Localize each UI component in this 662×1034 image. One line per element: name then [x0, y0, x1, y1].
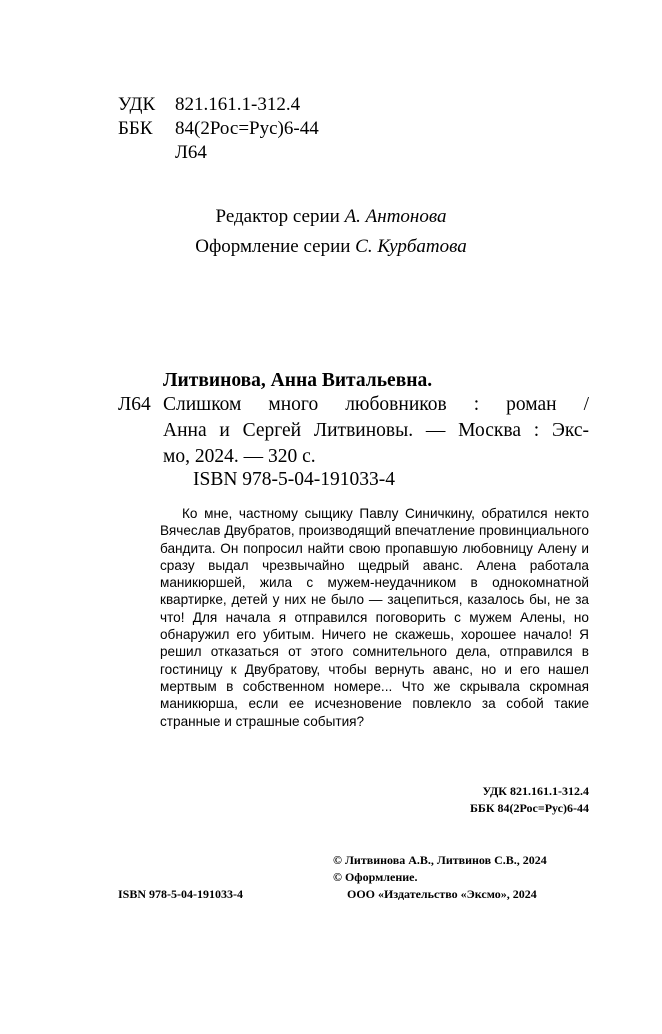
copyright-block: [333, 852, 547, 903]
copyright-publisher: ООО «Издательство «Эксмо», 2024: [347, 887, 537, 901]
series-editor: [0, 202, 662, 232]
copyright-design: © Оформление.: [333, 870, 418, 884]
classification-block: [118, 93, 319, 165]
footer-udk: УДК 821.161.1-312.4: [482, 784, 589, 798]
bbk-code: 84(2Рос=Рус)6-44: [175, 118, 319, 139]
series-editor-name: А. Антонова: [344, 206, 447, 227]
footer-codes: [470, 783, 589, 817]
bibliography-author-heading: Литвинова, Анна Витальевна.: [163, 370, 433, 391]
bibliography-line-1: Слишком много любовников : роман /: [163, 394, 589, 415]
bbk-label: ББК: [118, 118, 153, 139]
series-editor-prefix: Редактор серии: [215, 206, 340, 227]
series-design-name: С. Курбатова: [355, 236, 467, 257]
bibliography-line-2: Анна и Сергей Литвиновы. — Москва : Экс-: [163, 420, 589, 441]
series-credits: [0, 202, 662, 262]
series-design: [0, 232, 662, 262]
udk-label: УДК: [118, 94, 156, 115]
author-mark: Л64: [175, 142, 207, 163]
series-design-prefix: Оформление серии: [195, 236, 351, 257]
bibliography-mark: Л64: [118, 394, 151, 415]
book-abstract: Ко мне, частному сыщику Павлу Синичкину, обратился некто Вячеслав Двубратов, производящий впечатление провинциального бандита. Он попросил найти свою пропавшую любовницу Алену и сразу выдал чрезвычайно щедрый аванс. Алена работала маникюршей, жила с мужем-неудачником в однокомнатной квартирке, детей у них не было — зацепиться, казалось бы, не за что! Для начала я отправился поговорить с мужем Алены, но обнаружил его убитым. Ничего не скажешь, хорошее начало! Я решил отказаться от этого сомнительного дела, отправился в гостиницу к Двубратову, чтобы вернуть аванс, но и его нашел мертвым в собственном номере... Что же скрывала скромная маникюрша, если ее исчезновение повлекло за собой такие странные и страшные события?: [160, 506, 589, 729]
footer-bbk: ББК 84(2Рос=Рус)6-44: [469, 801, 589, 815]
bibliography-isbn: ISBN 978-5-04-191033-4: [193, 469, 396, 490]
udk-line: [118, 93, 319, 117]
author-mark-line: [118, 141, 319, 165]
bibliography-description: [163, 392, 589, 470]
bbk-line: [118, 117, 319, 141]
udk-code: 821.161.1-312.4: [175, 94, 301, 115]
bottom-isbn: ISBN 978-5-04-191033-4: [118, 887, 243, 901]
bibliography-line-3: мо, 2024. — 320 с.: [163, 446, 316, 467]
copyright-authors: © Литвинова А.В., Литвинов С.В., 2024: [333, 853, 547, 867]
